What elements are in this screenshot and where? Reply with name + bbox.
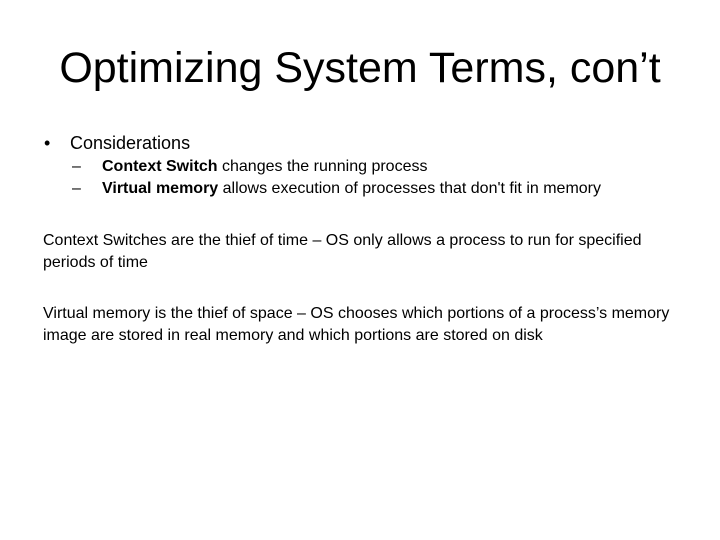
bullet-label: Considerations — [70, 133, 191, 153]
bullet-marker: • — [44, 133, 51, 153]
paragraph-virtual-memory: Virtual memory is the thief of space – OS chooses which portions of a process’s memory image are stored in real memory and which portions are stored on disk — [43, 305, 670, 344]
paragraph-context-switches: Context Switches are the thief of time – OS only allows a process to run for specified periods of time — [43, 232, 642, 271]
slide-title: Optimizing System Terms, con’t — [59, 44, 661, 92]
sub-item-marker: – — [72, 180, 81, 197]
sub-bullet-list — [72, 156, 601, 200]
sub-item-marker: – — [72, 158, 81, 175]
sub-item-term: Context Switch — [102, 158, 218, 175]
sub-item-term: Virtual memory — [102, 180, 219, 197]
sub-item-text: allows execution of processes that don't fit in memory — [218, 180, 601, 197]
sub-item-context-switch — [72, 156, 601, 178]
sub-item-text: changes the running process — [217, 158, 428, 175]
sub-item-virtual-memory — [72, 178, 601, 200]
bullet-considerations — [44, 131, 190, 155]
